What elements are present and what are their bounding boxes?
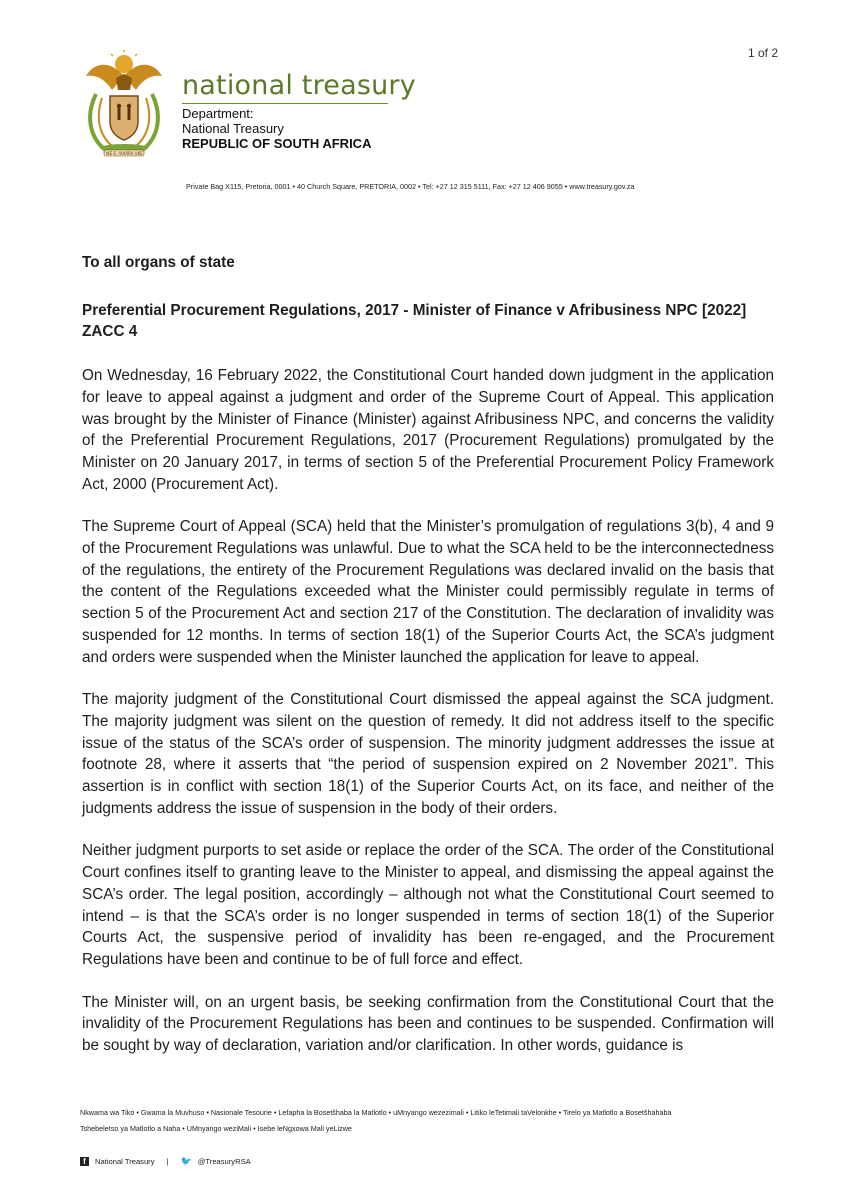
paragraph: On Wednesday, 16 February 2022, the Constitutional Court handed down judgment in the application for leave to appeal against a judgment and order of the Supreme Court of Appeal. This application was brought by the Minister of Finance (Minister) against Afribusiness NPC, and concerns the validity of the Preferential Procurement Regulations, 2017 (Procurement Regulations) promulgated by the Minister on 20 January 2017, in terms of section 5 of the Preferential Procurement Policy Framework Act, 2000 (Procurement Act). xyxy=(82,367,774,493)
twitter-icon: 🐦 xyxy=(180,1156,192,1166)
department-name: National Treasury xyxy=(182,121,284,136)
page-number: 1 of 2 xyxy=(747,46,778,60)
divider: | xyxy=(166,1157,169,1166)
footer-languages-line: Nkwama wa Tiko • Gwama la Muvhuso • Nasionale Tesourie • Lefapha la Bosetšhaba la Matlotlo • uMnyango wezezimali • Litiko leTetimali taVelonkhe • Tirelo ya Matlotlo a Bosetšhahaba xyxy=(80,1108,672,1117)
facebook-label[interactable]: National Treasury xyxy=(95,1157,155,1166)
twitter-handle[interactable]: @TreasuryRSA xyxy=(197,1157,251,1166)
department-label: Department: xyxy=(182,106,254,121)
subject-heading: Preferential Procurement Regulations, 2017 - Minister of Finance v Afribusiness NPC [2022] ZACC 4 xyxy=(82,301,747,341)
brand-name: national treasury xyxy=(182,70,416,101)
letter-body xyxy=(82,252,774,1078)
facebook-icon: f xyxy=(80,1157,89,1166)
department-block xyxy=(182,106,371,151)
paragraph: The majority judgment of the Constitutional Court dismissed the appeal against the SCA judgment. The majority judgment was silent on the question of remedy. It did not address itself to the specific issue of the status of the SCA’s order of suspension. The minority judgment addresses the issue at footnote 28, where it asserts that “the period of suspension expired on 2 November 2021”. This assertion is in conflict with section 18(1) of the Superior Courts Act, on its face, and neither of the judgments address the issue of suspension in the body of their orders. xyxy=(82,691,774,817)
paragraph: Neither judgment purports to set aside or replace the order of the SCA. The order of the Constitutional Court confines itself to granting leave to the Minister to appeal, and dismissing the appeal against the SCA’s order. The legal position, accordingly – although not what the Constitutional Court seemed to intend – is that the SCA’s order is no longer suspended in terms of section 18(1) of the Superior Courts Act, the suspensive period of invalidity has been re-engaged, and the Procurement Regulations have been and continue to be of full force and effect. xyxy=(82,842,774,968)
crest-motto: !KE E: /XARRA //KE xyxy=(105,151,143,156)
footer-social xyxy=(80,1156,251,1167)
paragraph: The Supreme Court of Appeal (SCA) held that the Minister’s promulgation of regulations 3(b), 4 and 9 of the Procurement Regulations was unlawful. Due to what the SCA held to be the interconnectedness of the regulations, the entirety of the Procurement Regulations was declared invalid on the basis that the content of the Regulations exceeded what the Minister could permissibly regulate in terms of section 5 of the Procurement Act and section 217 of the Constitution. The declaration of invalidity was suspended for 12 months. In terms of section 18(1) of the Superior Courts Act, the SCA’s judgment and orders were suspended when the Minister launched the application for leave to appeal. xyxy=(82,518,774,666)
footer-languages xyxy=(80,1105,780,1137)
country-name: REPUBLIC OF SOUTH AFRICA xyxy=(182,136,372,151)
brand-divider xyxy=(182,103,388,104)
coat-of-arms-icon xyxy=(82,50,166,162)
footer-languages-line: Tshebeletso ya Matlotlo a Naha • UMnyango weziMali • Isebe leNgxowa Mali yeLizwe xyxy=(80,1124,352,1133)
contact-address: Private Bag X115, Pretoria, 0001 • 40 Church Square, PRETORIA, 0002 • Tel: +27 12 315 5111, Fax: +27 12 406 9055 • www.treasury.gov.za xyxy=(186,182,635,191)
paragraph: The Minister will, on an urgent basis, be seeking confirmation from the Constitutional Court that the invalidity of the Procurement Regulations has been and continues to be suspended. Confirmation will be sought by way of declaration, variation and/or clarification. In other words, guidance is xyxy=(82,993,774,1055)
salutation: To all organs of state xyxy=(82,254,235,271)
